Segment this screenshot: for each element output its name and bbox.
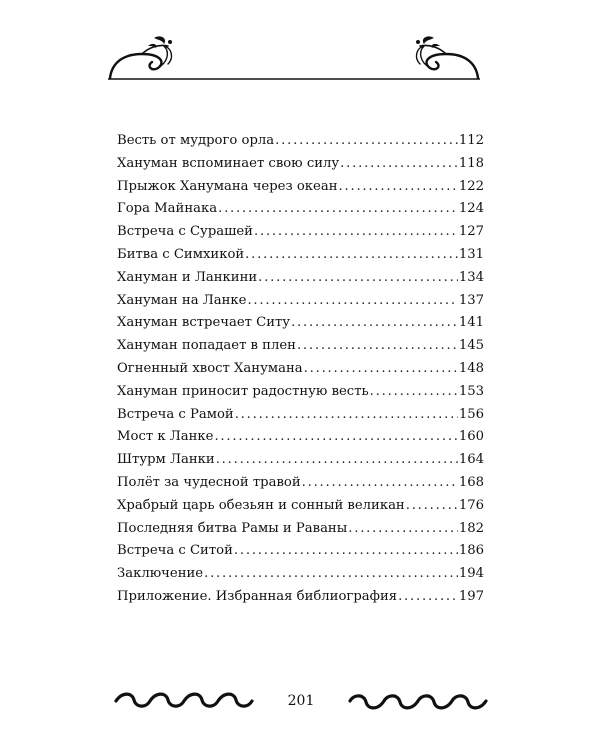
toc-entry — [117, 130, 484, 153]
toc-entry-page-number: 156 — [458, 406, 484, 422]
toc-dot-leader — [291, 312, 458, 335]
toc-entry-page-number: 112 — [458, 133, 484, 148]
toc-entry-title: Гора Майнака — [117, 201, 218, 217]
toc-entry — [117, 518, 484, 541]
toc-entry — [117, 449, 484, 472]
toc-entry — [117, 381, 484, 404]
toc-dot-leader — [235, 404, 458, 427]
toc-entry — [117, 267, 484, 290]
toc-entry-page-number: 124 — [458, 201, 484, 217]
toc-entry-page-number: 118 — [458, 155, 484, 171]
toc-entry — [117, 176, 484, 199]
toc-dot-leader — [254, 221, 458, 244]
toc-entry — [117, 358, 484, 381]
toc-dot-leader — [406, 495, 458, 518]
toc-entry-title: Встреча с Ситой — [117, 543, 233, 559]
toc-entry — [117, 312, 484, 335]
toc-entry-page-number: 148 — [458, 360, 484, 376]
toc-entry-title: Хануман на Ланке — [117, 292, 247, 308]
toc-entry-page-number: 176 — [458, 497, 484, 513]
toc-entry — [117, 198, 484, 221]
toc-entry-title: Приложение. Избранная библиография — [117, 588, 398, 604]
toc-entry-title: Штурм Ланки — [117, 452, 215, 468]
toc-entry-title: Весть от мудрого орла — [117, 133, 275, 148]
toc-dot-leader — [398, 586, 458, 609]
toc-dot-leader — [258, 267, 458, 290]
toc-entry-page-number: 197 — [458, 588, 484, 604]
toc-entry-page-number: 145 — [458, 338, 484, 354]
toc-entry-page-number: 134 — [458, 269, 484, 285]
toc-entry-page-number: 164 — [458, 452, 484, 468]
toc-entry-page-number: 141 — [458, 315, 484, 331]
toc-dot-leader — [304, 358, 458, 381]
toc-entry-title: Храбрый царь обезьян и сонный великан — [117, 497, 405, 513]
toc-entry — [117, 404, 484, 427]
toc-dot-leader — [245, 244, 458, 267]
toc-entry-title: Заключение — [117, 566, 204, 582]
toc-dot-leader — [218, 198, 458, 221]
toc-entry-title: Полёт за чудесной травой — [117, 474, 301, 490]
toc-entry — [117, 586, 484, 609]
toc-entry — [117, 563, 484, 586]
toc-entry-title: Хануман приносит радостную весть — [117, 383, 369, 399]
toc-dot-leader — [275, 130, 458, 153]
toc-entry — [117, 540, 484, 563]
toc-entry-page-number: 122 — [458, 178, 484, 194]
toc-entry-title: Мост к Ланке — [117, 429, 214, 445]
toc-entry-page-number: 186 — [458, 543, 484, 559]
toc-entry — [117, 426, 484, 449]
toc-entry — [117, 221, 484, 244]
toc-dot-leader — [214, 426, 457, 449]
toc-dot-leader — [370, 381, 458, 404]
toc-entry-page-number: 182 — [458, 520, 484, 536]
header-flourish-ornament — [108, 32, 480, 80]
toc-entry-title: Огненный хвост Ханумана — [117, 360, 303, 376]
toc-dot-leader — [234, 540, 458, 563]
toc-entry — [117, 244, 484, 267]
toc-dot-leader — [297, 335, 458, 358]
toc-entry-title: Хануман вспоминает свою силу — [117, 155, 340, 171]
toc-entry-page-number: 153 — [458, 383, 484, 399]
toc-dot-leader — [204, 563, 458, 586]
toc-dot-leader — [216, 449, 458, 472]
footer-wave-ornament-right — [340, 692, 490, 710]
toc-entry-title: Хануман и Ланкини — [117, 269, 258, 285]
toc-entry — [117, 153, 484, 176]
page-footer — [112, 688, 490, 714]
toc-entry-title: Хануман встречает Ситу — [117, 315, 291, 331]
table-of-contents — [117, 130, 484, 609]
toc-dot-leader — [302, 472, 458, 495]
toc-dot-leader — [339, 176, 458, 199]
toc-entry-page-number: 194 — [458, 566, 484, 582]
toc-entry-page-number: 168 — [458, 474, 484, 490]
page-number: 201 — [287, 693, 315, 709]
toc-entry — [117, 290, 484, 313]
toc-dot-leader — [348, 518, 458, 541]
toc-entry-page-number: 137 — [458, 292, 484, 308]
toc-dot-leader — [340, 153, 458, 176]
toc-entry-page-number: 131 — [458, 246, 484, 262]
toc-entry-page-number: 160 — [458, 429, 484, 445]
toc-dot-leader — [247, 290, 457, 313]
toc-entry-title: Встреча с Рамой — [117, 406, 234, 422]
toc-entry — [117, 335, 484, 358]
toc-entry-title: Последняя битва Рамы и Раваны — [117, 520, 348, 536]
toc-entry-title: Хануман попадает в плен — [117, 338, 296, 354]
toc-entry-title: Битва с Симхикой — [117, 246, 245, 262]
toc-entry-page-number: 127 — [458, 224, 484, 240]
toc-entry — [117, 495, 484, 518]
toc-entry-title: Встреча с Сурашей — [117, 224, 253, 240]
toc-entry — [117, 472, 484, 495]
toc-entry-title: Прыжок Ханумана через океан — [117, 178, 338, 194]
